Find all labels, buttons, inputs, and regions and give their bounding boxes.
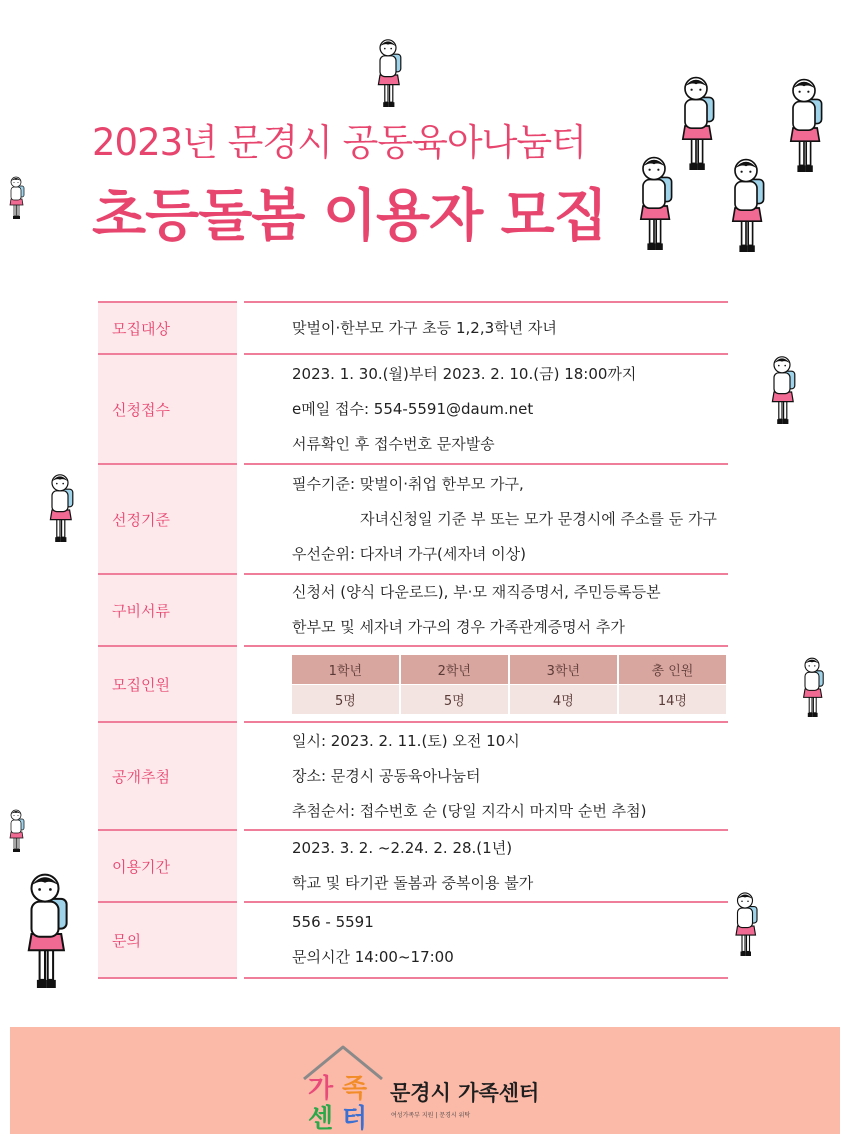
center-subtitle: 여성가족부 지원 | 문경시 위탁 bbox=[391, 1112, 471, 1119]
logo-char: 센 bbox=[308, 1104, 334, 1131]
row-target bbox=[98, 301, 728, 353]
count-header: 3학년 bbox=[509, 655, 618, 685]
child-with-backpack-icon bbox=[632, 154, 676, 262]
count-header: 2학년 bbox=[400, 655, 509, 685]
row-label: 모집인원 bbox=[98, 645, 237, 721]
footer-banner bbox=[10, 1027, 840, 1134]
row-label: 문의 bbox=[98, 901, 237, 977]
value-line: 자녀신청일 기준 부 또는 모가 문경시에 주소를 둔 가구 bbox=[360, 509, 717, 528]
child-with-backpack-icon bbox=[730, 886, 760, 970]
count-header: 총 인원 bbox=[618, 655, 727, 685]
value-line: 2023. 3. 2. ~2.24. 2. 28.(1년) bbox=[292, 839, 513, 857]
value-line: 2023. 1. 30.(월)부터 2023. 2. 10.(금) 18:00까지 bbox=[292, 364, 637, 383]
logo-char: 가 bbox=[308, 1074, 334, 1104]
family-center-logo bbox=[298, 1039, 388, 1131]
value-line: 맞벌이·한부모 가구 초등 1,2,3학년 자녀 bbox=[292, 318, 557, 337]
child-with-backpack-icon bbox=[782, 76, 826, 184]
row-value bbox=[244, 573, 728, 645]
count-cell: 4명 bbox=[509, 684, 618, 714]
child-with-backpack-icon bbox=[766, 354, 798, 434]
row-lottery bbox=[98, 721, 728, 829]
value-line: 추첨순서: 접수번호 순 (당일 지각시 마지막 순번 추첨) bbox=[292, 801, 647, 820]
phone-text: 556 - 5591 bbox=[292, 913, 374, 931]
child-with-backpack-icon bbox=[6, 798, 26, 870]
value-line: 한부모 및 세자녀 가구의 경우 가족관계증명서 추가 bbox=[292, 618, 625, 636]
child-with-backpack-icon bbox=[6, 158, 26, 244]
child-with-backpack-icon bbox=[674, 74, 718, 182]
row-value bbox=[244, 645, 728, 721]
value-line: 학교 및 타기관 돌봄과 중복이용 불가 bbox=[292, 874, 534, 892]
email-text: e메일 접수: 554-5591@daum.net bbox=[292, 399, 534, 418]
value-line: 문의시간 14:00~17:00 bbox=[292, 948, 454, 966]
child-with-backpack-icon bbox=[372, 38, 404, 116]
center-name: 문경시 가족센터 bbox=[390, 1081, 540, 1105]
row-value bbox=[244, 463, 728, 573]
child-with-backpack-icon bbox=[798, 656, 826, 726]
child-with-backpack-icon bbox=[44, 472, 76, 552]
row-count bbox=[98, 645, 728, 721]
count-header: 1학년 bbox=[292, 655, 400, 685]
value-line: 일시: 2023. 2. 11.(토) 오전 10시 bbox=[292, 731, 520, 750]
child-with-backpack-icon bbox=[724, 156, 768, 264]
row-value bbox=[244, 721, 728, 829]
value-line: 신청서 (양식 다운로드), 부·모 재직증명서, 주민등록등본 bbox=[292, 583, 661, 601]
count-cell: 14명 bbox=[618, 684, 727, 714]
value-line: 우선순위: 다자녀 가구(세자녀 이상) bbox=[292, 544, 526, 563]
row-label: 공개추첨 bbox=[98, 721, 237, 829]
value-line: 필수기준: 맞벌이·취업 한부모 가구, bbox=[292, 474, 524, 493]
row-value bbox=[244, 353, 728, 463]
row-docs bbox=[98, 573, 728, 645]
row-label: 모집대상 bbox=[98, 301, 237, 353]
row-contact bbox=[98, 901, 728, 977]
row-value bbox=[244, 301, 728, 353]
row-apply bbox=[98, 353, 728, 463]
row-period bbox=[98, 829, 728, 901]
count-cell: 5명 bbox=[400, 684, 509, 714]
logo-char: 터 bbox=[342, 1104, 368, 1131]
page-title: 초등돌봄 이용자 모집 bbox=[92, 184, 607, 249]
row-value bbox=[244, 901, 728, 977]
child-with-backpack-icon bbox=[18, 868, 72, 1004]
logo-char: 족 bbox=[342, 1074, 368, 1104]
count-table bbox=[292, 655, 728, 714]
page-subtitle: 2023년 문경시 공동육아나눔터 bbox=[92, 121, 586, 164]
count-cell: 5명 bbox=[292, 684, 400, 714]
row-label: 신청접수 bbox=[98, 353, 237, 463]
row-label: 선정기준 bbox=[98, 463, 237, 573]
row-criteria bbox=[98, 463, 728, 573]
value-line: 서류확인 후 접수번호 문자발송 bbox=[292, 434, 495, 453]
row-label: 이용기간 bbox=[98, 829, 237, 901]
row-label: 구비서류 bbox=[98, 573, 237, 645]
row-value bbox=[244, 829, 728, 901]
value-line: 장소: 문경시 공동육아나눔터 bbox=[292, 766, 481, 785]
